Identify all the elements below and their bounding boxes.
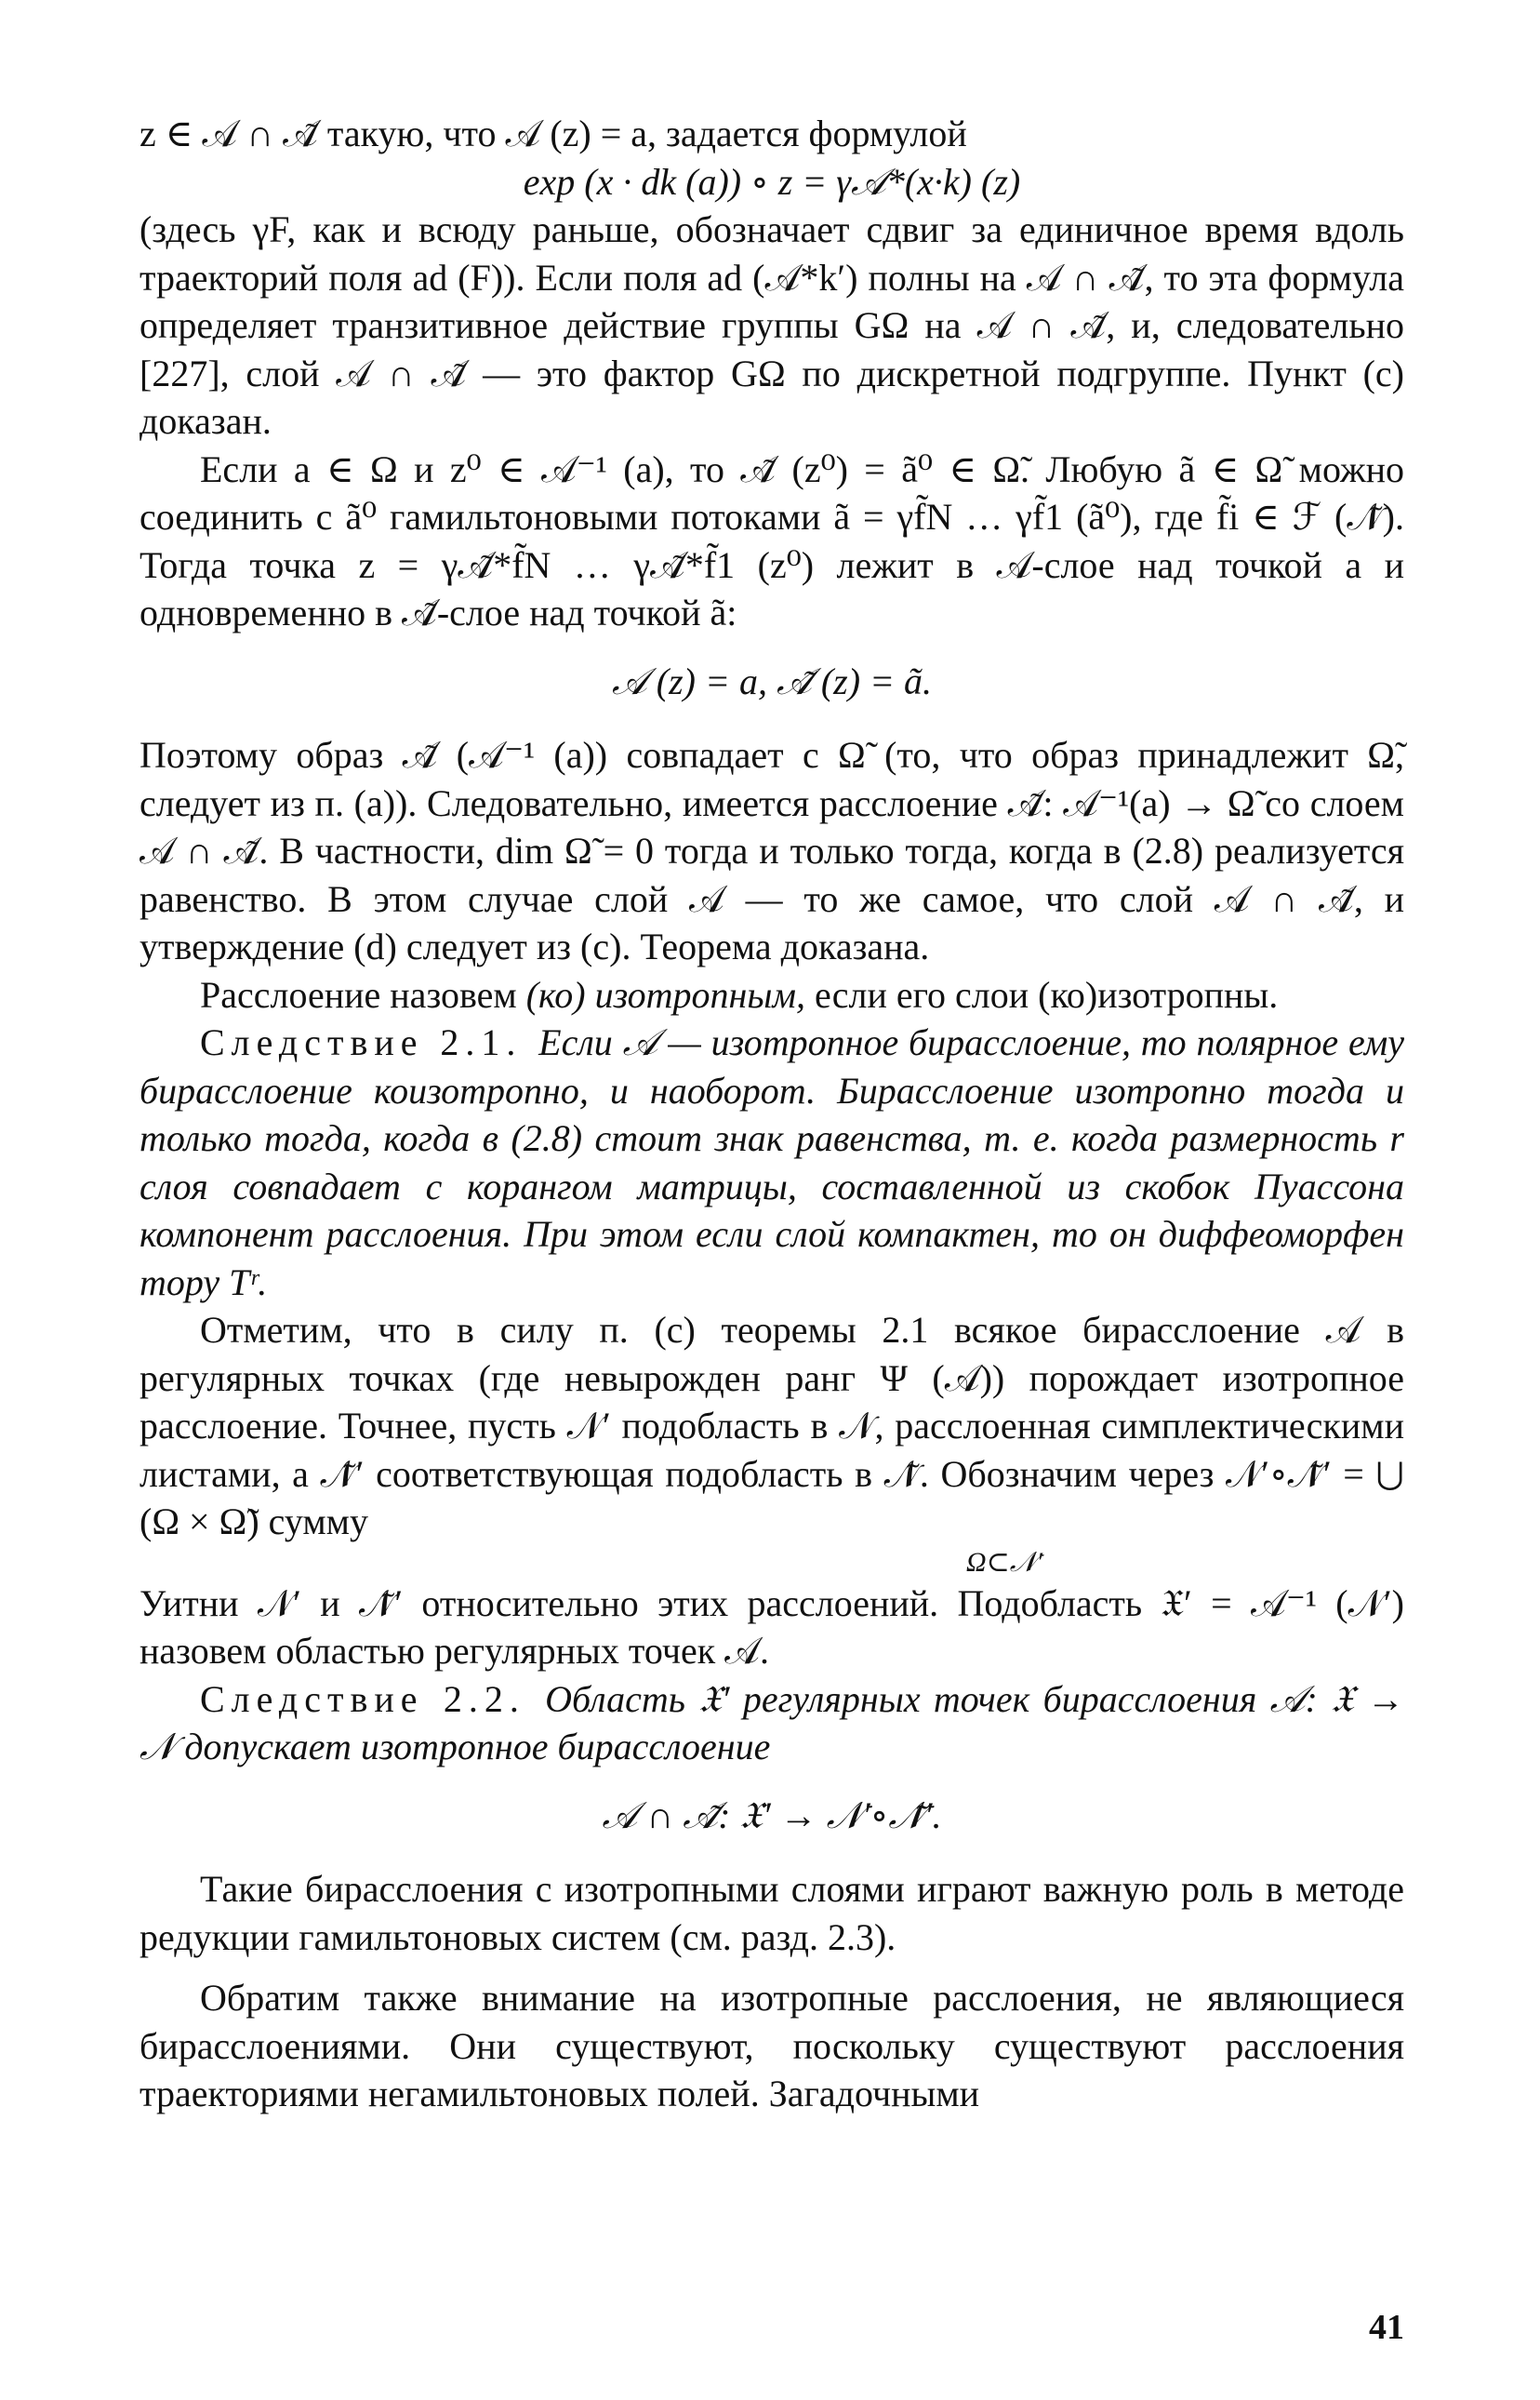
paragraph-reduction-role: Такие бирасслоения с изотропными слоями играют важную роль в методе редукции гамильтоновых систем (см. разд. 2.3).: [139, 1868, 1404, 1958]
paragraph-whitney-sum: Уитни 𝒩′ и 𝒩̃′ относительно этих расслоений. Подобласть 𝔛′ = 𝒜⁻¹ (𝒩′) назовем областью регулярных точек 𝒜.: [139, 1581, 1404, 1672]
formula-exp-action: exp (x · dk (a)) ∘ z = γ𝒜*(x·k) (z): [523, 160, 1021, 203]
formula-isotropic-bifibration: 𝒜 ∩ 𝒜̃: 𝔛′ → 𝒩′∘𝒩̃′.: [602, 1793, 942, 1836]
paragraph-hamiltonian-flows: Если a ∈ Ω и z⁰ ∈ 𝒜⁻¹ (a), то 𝒜̃ (z⁰) = ã⁰ ∈ Ω̃. Любую ã ∈ Ω̃ можно соединить с ã⁰ гамильтоновыми потоками ã = γf̃N … γf̃1 (ã⁰), где f̃i ∈ ℱ (𝒩̃). Тогда точка z = γ𝒜̃*f̃N … γ𝒜̃*f̃1 (z⁰) лежит в 𝒜-слое над точкой a и одновременно в 𝒜̃-слое над точкой ã:: [139, 447, 1404, 633]
formula-fiber-values: 𝒜 (z) = a, 𝒜̃ (z) = ã.: [611, 660, 933, 702]
paragraph-coisotropic-def: [139, 971, 1404, 1020]
book-page: [139, 110, 1404, 2118]
def-term: (ко) изотропным,: [525, 973, 805, 1016]
def-text-end: если его слои (ко)изотропны.: [805, 973, 1279, 1016]
corollary-2-1-body: Если 𝒜 — изотропное бирасслоение, то полярное ему бирасслоение коизотропно, и наоборот. Бирасслоение изотропно тогда и только тогда, когда в (2.8) стоит знак равенства, т. е. когда размерность r слоя совпадает с корангом матрицы, составленной из скобок Пуассона компонент расслоения. При этом если слой компактен, то он диффеоморфен тору Tʳ.: [139, 1021, 1404, 1303]
def-text-start: Расслоение назовем: [200, 973, 526, 1016]
formula-union-index: Ω⊂𝒩′: [965, 1546, 1043, 1578]
corollary-2-1: [139, 1019, 1404, 1306]
paragraph-non-bifibrations: Обратим также внимание на изотропные расслоения, не являющиеся бирасслоениями. Они существуют, поскольку существуют расслоения траекториями негамильтоновых полей. Загадочными: [139, 1977, 1404, 2114]
page-number: 41: [1369, 2308, 1404, 2347]
text-line-1: z ∈ 𝒜 ∩ 𝒜̃ такую, что 𝒜 (z) = a, задается формулой: [139, 113, 967, 154]
corollary-2-2-heading: Следствие 2.2.: [200, 1677, 546, 1720]
paragraph-regular-points: Отметим, что в силу п. (с) теоремы 2.1 всякое бирасслоение 𝒜 в регулярных точках (где невырожден ранг Ψ (𝒜)) порождает изотропное расслоение. Точнее, пусть 𝒩′ подобласть в 𝒩, расслоенная симплектическими листами, а 𝒩̃′ соответствующая подобласть в 𝒩̃. Обозначим через 𝒩′∘𝒩̃′ = ⋃ (Ω × Ω̃) сумму: [139, 1309, 1404, 1542]
corollary-2-2: [139, 1675, 1404, 1771]
corollary-2-2-body: Область 𝔛′ регулярных точек бирасслоения 𝒜: 𝔛 → 𝒩 допускает изотропное бирасслоение: [139, 1677, 1405, 1767]
paragraph-proof-end: Поэтому образ 𝒜̃ (𝒜⁻¹ (a)) совпадает с Ω̃ (то, что образ принадлежит Ω̃, следует из п. (а)). Следовательно, имеется расслоение 𝒜̃: 𝒜⁻¹(a) → Ω̃ со слоем 𝒜 ∩ 𝒜̃. В частности, dim Ω̃ = 0 тогда и только тогда, когда в (2.8) реализуется равенство. В этом случае слой 𝒜 — то же самое, что слой 𝒜 ∩ 𝒜̃, и утверждение (d) следует из (с). Теорема доказана.: [139, 734, 1404, 967]
paragraph-flow-shift: (здесь γF, как и всюду раньше, обозначает сдвиг за единичное время вдоль траекторий поля ad (F)). Если поля ad (𝒜*k′) полны на 𝒜 ∩ 𝒜̃, то эта формула определяет транзитивное действие группы GΩ на 𝒜 ∩ 𝒜̃, и, следовательно [227], слой 𝒜 ∩ 𝒜̃ — это фактор GΩ по дискретной подгруппе. Пункт (с) доказан.: [139, 208, 1404, 442]
corollary-2-1-heading: Следствие 2.1.: [200, 1021, 539, 1063]
